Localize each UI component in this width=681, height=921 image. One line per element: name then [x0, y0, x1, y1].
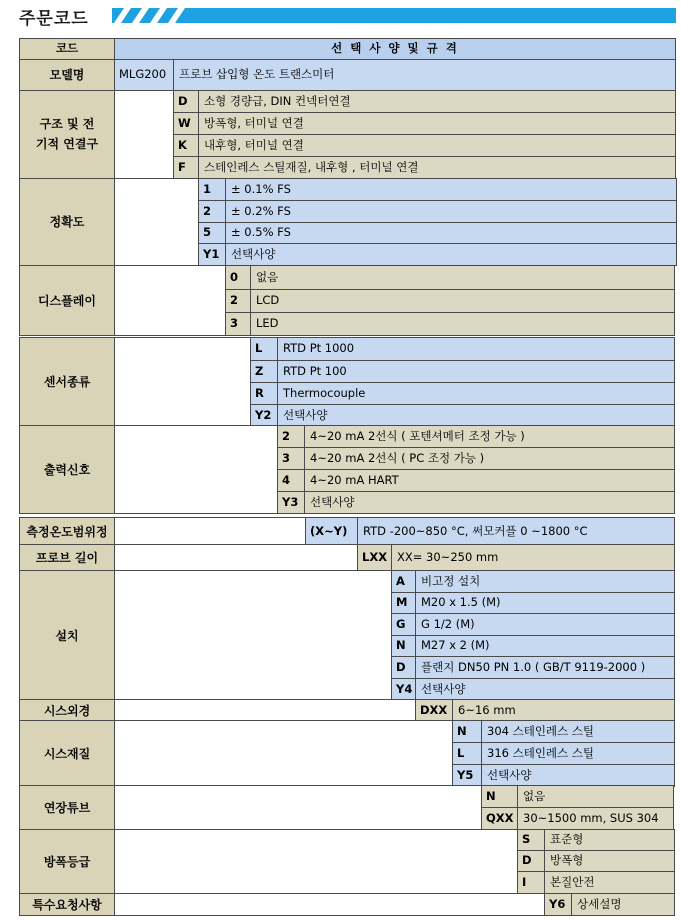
option-code: 1 [198, 178, 226, 201]
option-desc: ± 0.5% FS [225, 222, 677, 244]
option-desc: ± 0.1% FS [225, 178, 677, 201]
option-code: 2 [277, 425, 305, 448]
option-code: (X~Y) [305, 517, 358, 546]
section-blank-ext-tube [114, 785, 482, 830]
option-desc: RTD Pt 1000 [277, 337, 675, 361]
option-desc: 선택사양 [277, 404, 675, 427]
code-header: 코드 [19, 38, 115, 60]
option-code: Y4 [391, 678, 416, 701]
section-blank-display [114, 265, 226, 336]
section-label-sheath-dia: 시스외경 [19, 699, 115, 722]
section-label-structure: 구조 및 전기적 연결구 [19, 90, 115, 179]
option-code: L [250, 337, 278, 361]
section-blank-structure [114, 90, 174, 179]
option-code: K [173, 134, 199, 157]
option-desc: Thermocouple [277, 382, 675, 405]
option-desc: 6~16 mm [452, 699, 675, 722]
option-desc: G 1/2 (M) [415, 613, 675, 636]
option-code: DXX [415, 699, 453, 722]
option-desc: LED [250, 312, 675, 336]
option-code: D [173, 90, 199, 113]
option-code: G [391, 613, 416, 636]
section-blank-sheath-dia [114, 699, 416, 722]
option-code: D [517, 850, 545, 872]
option-desc: 선택사양 [415, 678, 675, 701]
option-desc: 4~20 mA HART [304, 469, 675, 492]
option-desc: 표준형 [544, 829, 675, 851]
section-label-output: 출력신호 [19, 425, 115, 514]
option-desc: M20 x 1.5 (M) [415, 592, 675, 614]
section-label-range: 측정온도범위정 [19, 517, 115, 546]
section-blank-probe [114, 544, 358, 572]
option-desc: 없음 [517, 785, 674, 808]
section-label-ext-tube: 연장튜브 [19, 785, 115, 830]
option-code: D [391, 656, 416, 679]
option-code: S [517, 829, 545, 851]
option-code: L [452, 742, 482, 765]
page-title: 주문코드 [19, 9, 89, 29]
option-desc: 방폭형 [544, 850, 675, 872]
option-desc: 본질안전 [544, 871, 675, 894]
option-code: 2 [225, 289, 251, 313]
option-desc: 플랜지 DN50 PN 1.0 ( GB/T 9119-2000 ) [415, 656, 675, 679]
section-blank-range [114, 517, 306, 546]
option-desc: 304 스테인레스 스틸 [481, 720, 675, 743]
option-desc: 비고정 설치 [415, 570, 675, 593]
option-desc: M27 x 2 (M) [415, 635, 675, 657]
section-label-probe: 프로브 길이 [19, 544, 115, 572]
option-code: Y6 [544, 893, 572, 916]
option-code: W [173, 112, 199, 135]
option-desc: 선택사양 [481, 764, 675, 787]
option-code: Z [250, 360, 278, 383]
option-code: F [173, 156, 199, 179]
option-desc: RTD Pt 100 [277, 360, 675, 383]
section-blank-accuracy [114, 178, 199, 266]
section-label-display: 디스플레이 [19, 265, 115, 336]
option-desc: RTD -200~850 °C, 써모커플 0 ~1800 °C [357, 517, 675, 546]
option-desc: 선택사양 [225, 243, 677, 266]
section-label-accuracy: 정확도 [19, 178, 115, 266]
option-code: N [452, 720, 482, 743]
section-label-sensor: 센서종류 [19, 337, 115, 427]
option-desc: XX= 30~250 mm [391, 544, 675, 572]
option-desc: 4~20 mA 2선식 ( PC 조정 가능 ) [304, 447, 675, 470]
section-blank-sheath-mat [114, 720, 453, 787]
option-code: 4 [277, 469, 305, 492]
section-blank-output [114, 425, 278, 514]
option-code: 3 [225, 312, 251, 336]
option-code: Y5 [452, 764, 482, 787]
option-desc: 없음 [250, 265, 675, 290]
section-blank-sensor [114, 337, 251, 427]
section-label-install: 설치 [19, 570, 115, 701]
section-blank-special [114, 893, 545, 916]
option-desc: 선택사양 [304, 491, 675, 514]
model-desc: 프로브 삽입형 온도 트랜스미터 [173, 59, 676, 91]
option-desc: 316 스테인레스 스틸 [481, 742, 675, 765]
option-code: QXX [481, 807, 518, 830]
option-code: LXX [357, 544, 392, 572]
model-code: MLG200 [114, 59, 174, 91]
option-code: N [481, 785, 518, 808]
section-blank-install [114, 570, 392, 701]
section-blank-explosion [114, 829, 518, 894]
option-code: M [391, 592, 416, 614]
option-desc: 30~1500 mm, SUS 304 [517, 807, 674, 830]
option-desc: LCD [250, 289, 675, 313]
option-code: 2 [198, 200, 226, 223]
option-desc: 스테인레스 스틸재질, 내후형 , 터미널 연결 [198, 156, 676, 179]
model-label: 모델명 [19, 59, 115, 91]
option-code: I [517, 871, 545, 894]
option-code: 3 [277, 447, 305, 470]
option-desc: 내후형, 터미널 연결 [198, 134, 676, 157]
section-label-sheath-mat: 시스재질 [19, 720, 115, 787]
option-desc: 상세설명 [571, 893, 675, 916]
section-label-explosion: 방폭등급 [19, 829, 115, 894]
section-label-special: 특수요청사항 [19, 893, 115, 916]
option-code: R [250, 382, 278, 405]
option-code: 0 [225, 265, 251, 290]
option-code: N [391, 635, 416, 657]
option-desc: 소형 경량급, DIN 컨넥터연결 [198, 90, 676, 113]
option-desc: ± 0.2% FS [225, 200, 677, 223]
option-code: Y1 [198, 243, 226, 266]
option-desc: 방폭형, 터미널 연결 [198, 112, 676, 135]
option-desc: 4~20 mA 2선식 ( 포텐셔메터 조정 가능 ) [304, 425, 675, 448]
option-code: Y2 [250, 404, 278, 427]
option-code: Y3 [277, 491, 305, 514]
option-code: A [391, 570, 416, 593]
option-code: 5 [198, 222, 226, 244]
spec-header: 선 택 사 양 및 규 격 [114, 38, 676, 60]
